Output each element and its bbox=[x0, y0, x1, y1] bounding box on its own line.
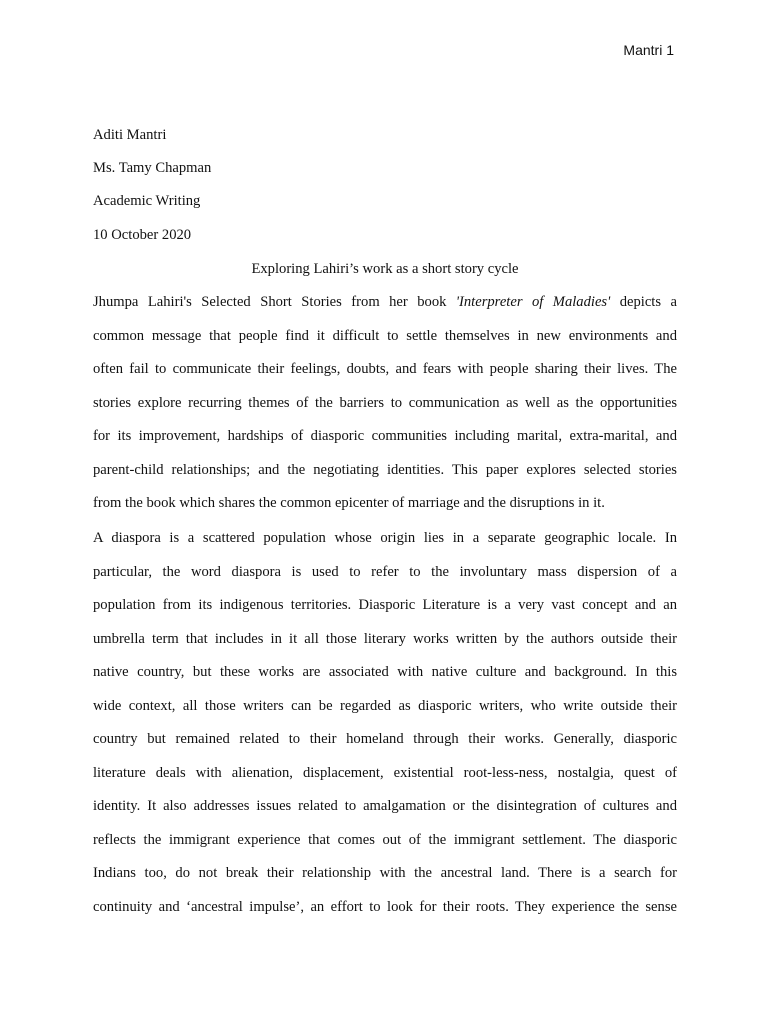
paragraph-line: common message that people find it difficult to settle themselves in new environments and bbox=[93, 327, 677, 344]
paragraph-line: often fail to communicate their feelings, doubts, and fears with people sharing their lives. The bbox=[93, 361, 677, 377]
paragraph-line: umbrella term that includes in it all those literary works written by the authors outside their bbox=[93, 630, 677, 647]
course-name: Academic Writing bbox=[93, 193, 201, 209]
paragraph-line: country but remained related to their homeland through their works. Generally, diasporic bbox=[93, 731, 677, 747]
paragraph-line bbox=[93, 292, 677, 312]
text-run: Jhumpa Lahiri's Selected Short Stories from her book bbox=[93, 294, 456, 310]
paragraph-line: for its improvement, hardships of diasporic communities including marital, extra-marital, and bbox=[93, 428, 677, 444]
instructor-name: Ms. Tamy Chapman bbox=[93, 160, 212, 176]
author-name: Aditi Mantri bbox=[93, 127, 167, 143]
text-run: depicts a bbox=[610, 294, 677, 310]
paragraph-line: A diaspora is a scattered population whose origin lies in a separate geographic locale. In bbox=[93, 530, 677, 546]
date: 10 October 2020 bbox=[93, 227, 192, 243]
paragraph-line: native country, but these works are associated with native culture and background. In this bbox=[93, 664, 677, 680]
paragraph-line: parent-child relationships; and the negotiating identities. This paper explores selected stories bbox=[93, 461, 677, 478]
running-head: Mantri 1 bbox=[623, 42, 674, 58]
essay-title: Exploring Lahiri’s work as a short story cycle bbox=[251, 261, 519, 277]
paragraph-line: Indians too, do not break their relationship with the ancestral land. There is a search for bbox=[93, 865, 677, 881]
paragraph-line: population from its indigenous territories. Diasporic Literature is a very vast concept and an bbox=[93, 597, 677, 613]
paragraph-line: particular, the word diaspora is used to refer to the involuntary mass dispersion of a bbox=[93, 563, 677, 580]
paragraph-line: literature deals with alienation, displacement, existential root-less-ness, nostalgia, quest of bbox=[93, 764, 677, 781]
paragraph-line: reflects the immigrant experience that comes out of the immigrant settlement. The diasporic bbox=[93, 831, 677, 848]
paragraph-line: stories explore recurring themes of the barriers to communication as well as the opportunities bbox=[93, 394, 677, 411]
paragraph-line: continuity and ‘ancestral impulse’, an effort to look for their roots. They experience the sense bbox=[93, 898, 677, 915]
paragraph-line: from the book which shares the common epicenter of marriage and the disruptions in it. bbox=[93, 495, 605, 511]
book-title: 'Interpreter of Maladies' bbox=[455, 294, 611, 310]
paragraph-line: wide context, all those writers can be regarded as diasporic writers, who write outside their bbox=[93, 697, 677, 714]
paragraph-line: identity. It also addresses issues related to amalgamation or the disintegration of cultures and bbox=[93, 798, 677, 814]
